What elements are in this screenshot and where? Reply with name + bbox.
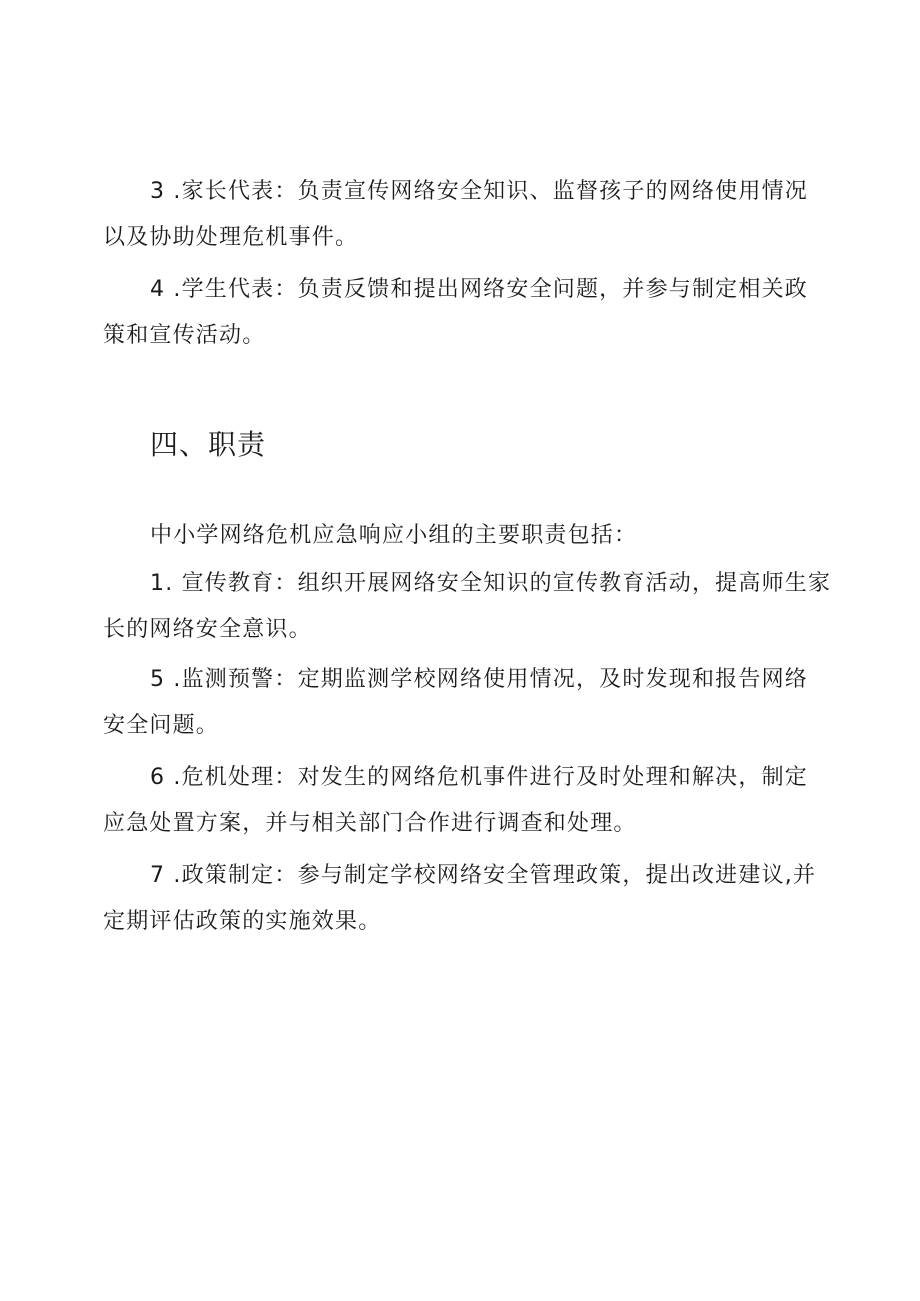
paragraph-item-7 <box>103 853 824 945</box>
paragraph-line: 定期评估政策的实施效果。 <box>103 909 382 934</box>
paragraph-line: 7 .政策制定：参与制定学校网络安全管理政策，提出改进建议,并 <box>150 863 817 888</box>
paragraph-line: 6 .危机处理：对发生的网络危机事件进行及时处理和解决，制定 <box>150 765 808 790</box>
paragraph-line: 3 .家长代表：负责宣传网络安全知识、监督孩子的网络使用情况 <box>150 179 808 204</box>
paragraph-line: 以及协助处理危机事件。 <box>103 225 359 250</box>
paragraph-line: 策和宣传活动。 <box>103 323 266 348</box>
paragraph-item-4 <box>103 267 824 359</box>
section-heading: 四、职责 <box>150 428 267 461</box>
paragraph-line: 5 .监测预警：定期监测学校网络使用情况，及时发现和报告网络 <box>150 667 808 692</box>
paragraph-line: 4 .学生代表：负责反馈和提出网络安全问题，并参与制定相关政 <box>150 277 808 302</box>
paragraph-item-1 <box>103 561 832 653</box>
paragraph-line: 应急处置方案，并与相关部门合作进行调查和处理。 <box>103 811 637 836</box>
paragraph-item-5 <box>103 657 824 749</box>
section-intro: 中小学网络危机应急响应小组的主要职责包括： <box>150 523 638 548</box>
paragraph-item-3 <box>103 169 824 261</box>
paragraph-item-6 <box>103 755 824 847</box>
paragraph-line: 长的网络安全意识。 <box>103 617 312 642</box>
paragraph-line: 1. 宣传教育：组织开展网络安全知识的宣传教育活动，提高师生家 <box>150 571 832 596</box>
paragraph-line: 安全问题。 <box>103 713 220 738</box>
